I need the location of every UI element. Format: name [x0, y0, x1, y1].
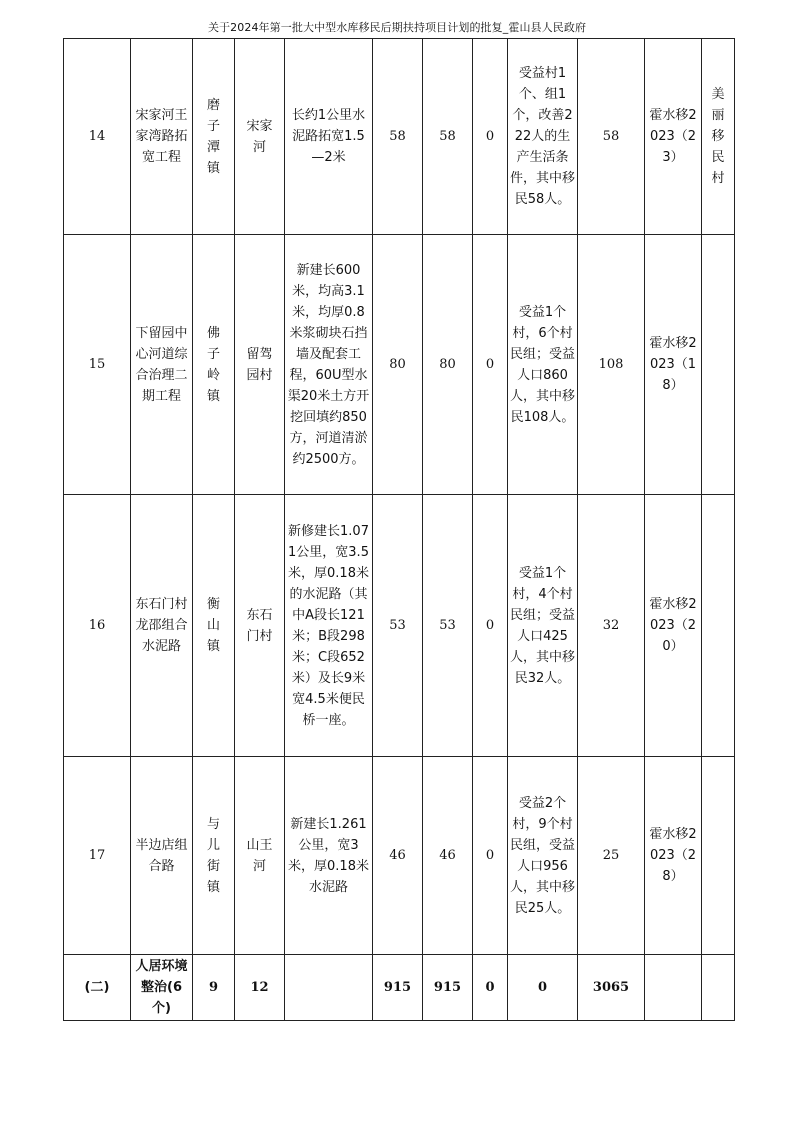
construction-content: 新建长600米，均高3.1米，均厚0.8米浆砌块石挡墙及配套工程，60U型水渠20米土方开挖回填约850方，河道清淤约2500方。	[285, 235, 373, 495]
town-name: 衡山镇	[206, 597, 220, 654]
table-row	[64, 495, 735, 757]
subtotal-row	[64, 955, 735, 1021]
benefit-description: 0	[508, 955, 578, 1021]
other-fund: 0	[473, 495, 508, 757]
approval-document: 霍水移2023（20）	[645, 495, 702, 757]
page-header-title: 关于2024年第一批大中型水库移民后期扶持项目计划的批复_霍山县人民政府	[207, 21, 587, 34]
other-fund: 0	[473, 955, 508, 1021]
benefit-description: 受益1个村，4个村民组；受益人口425人，其中移民32人。	[508, 495, 578, 757]
village-count: 12	[235, 955, 285, 1021]
benefit-description: 受益村1个、组1个，改善222人的生产生活条件，其中移民58人。	[508, 39, 578, 235]
village-name: 东石门村	[246, 607, 273, 644]
town-name: 与儿街镇	[206, 816, 220, 895]
project-name: 下留园中心河道综合治理二期工程	[131, 235, 193, 495]
village-name: 留驾园村	[246, 346, 273, 383]
other-fund: 0	[473, 39, 508, 235]
town-name: 佛子岭镇	[206, 325, 220, 404]
project-name: 人居环境整治(6个)	[131, 955, 193, 1021]
village-name: 宋家河	[246, 118, 273, 155]
village-name: 山王河	[246, 837, 273, 874]
total-investment: 53	[373, 495, 423, 757]
construction-content	[285, 955, 373, 1021]
construction-content: 新建长1.261公里，宽3米，厚0.18米水泥路	[285, 757, 373, 955]
benefit-description: 受益2个村，9个村民组，受益人口956人，其中移民25人。	[508, 757, 578, 955]
support-fund: 80	[423, 235, 473, 495]
migrant-count: 25	[578, 757, 645, 955]
project-name: 东石门村龙邵组合水泥路	[131, 495, 193, 757]
migrant-count: 58	[578, 39, 645, 235]
migrant-count: 108	[578, 235, 645, 495]
migrant-count: 32	[578, 495, 645, 757]
remark	[702, 955, 735, 1021]
approval-document: 霍水移2023（18）	[645, 235, 702, 495]
town-name: 磨子潭镇	[206, 97, 220, 176]
approval-document	[645, 955, 702, 1021]
construction-content: 新修建长1.071公里，宽3.5米，厚0.18米的水泥路（其中A段长121米；B段298米；C段652米）及长9米宽4.5米便民桥一座。	[285, 495, 373, 757]
benefit-description: 受益1个村，6个村民组；受益人口860人，其中移民108人。	[508, 235, 578, 495]
row-number: (二)	[64, 955, 131, 1021]
table-row	[64, 757, 735, 955]
migrant-count: 3065	[578, 955, 645, 1021]
row-number: 14	[64, 39, 131, 235]
other-fund: 0	[473, 757, 508, 955]
row-number: 15	[64, 235, 131, 495]
support-fund: 915	[423, 955, 473, 1021]
remark: 美丽移民村	[711, 87, 725, 186]
project-table	[63, 38, 735, 1021]
total-investment: 80	[373, 235, 423, 495]
table-row	[64, 235, 735, 495]
town-count: 9	[193, 955, 235, 1021]
project-name: 半边店组合路	[131, 757, 193, 955]
row-number: 17	[64, 757, 131, 955]
approval-document: 霍水移2023（28）	[645, 757, 702, 955]
other-fund: 0	[473, 235, 508, 495]
support-fund: 58	[423, 39, 473, 235]
total-investment: 46	[373, 757, 423, 955]
project-name: 宋家河王家湾路拓宽工程	[131, 39, 193, 235]
row-number: 16	[64, 495, 131, 757]
table-row	[64, 39, 735, 235]
total-investment: 915	[373, 955, 423, 1021]
support-fund: 46	[423, 757, 473, 955]
support-fund: 53	[423, 495, 473, 757]
total-investment: 58	[373, 39, 423, 235]
construction-content: 长约1公里水泥路拓宽1.5—2米	[285, 39, 373, 235]
approval-document: 霍水移2023（23）	[645, 39, 702, 235]
